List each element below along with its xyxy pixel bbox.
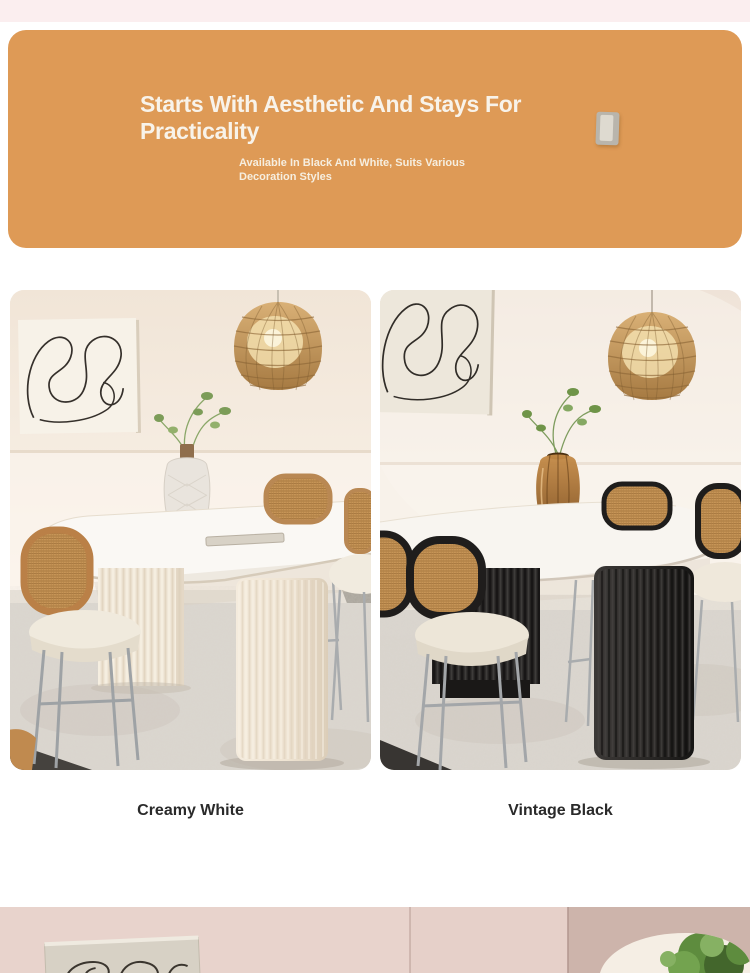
variant-label-vintage-black bbox=[380, 802, 741, 826]
variant-photo-vintage-black bbox=[380, 290, 741, 770]
light-switch-icon bbox=[595, 112, 619, 146]
banner-subtitle: Available In Black And White, Suits Various Decoration Styles bbox=[239, 157, 465, 183]
room-scene-photo bbox=[0, 907, 750, 973]
wall-panel-mid bbox=[410, 907, 568, 973]
variant-label-text: Vintage Black bbox=[508, 802, 613, 819]
vintage-black-scene-graphic bbox=[380, 290, 741, 770]
wall-art-graphic bbox=[380, 290, 495, 416]
top-strip bbox=[0, 0, 750, 22]
creamy-white-scene-graphic bbox=[10, 290, 371, 770]
promo-banner bbox=[8, 30, 742, 248]
wall-art-graphic bbox=[18, 318, 141, 435]
room-scene-graphic bbox=[0, 907, 750, 973]
variant-label-creamy-white bbox=[10, 802, 371, 826]
banner-title: Starts With Aesthetic And Stays For Practicality bbox=[140, 91, 522, 144]
variant-label-text: Creamy White bbox=[137, 802, 244, 819]
variant-photo-creamy-white bbox=[10, 290, 371, 770]
